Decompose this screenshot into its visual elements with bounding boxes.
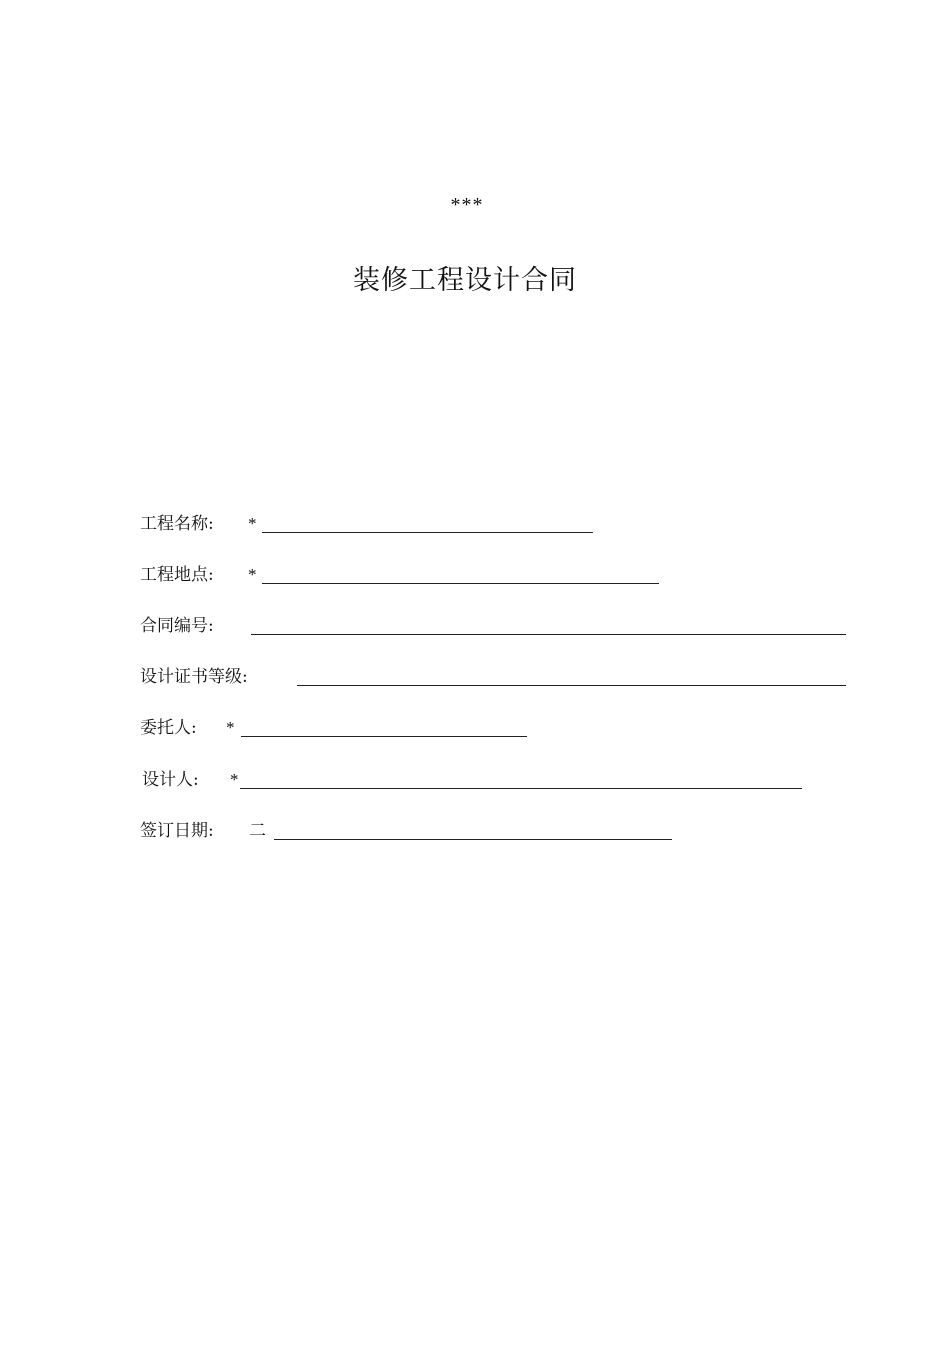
document-title: 装修工程设计合同 [353, 265, 577, 296]
project-name-line [262, 532, 593, 533]
project-location-line [262, 583, 659, 584]
project-name-mark: * [248, 514, 257, 533]
designer-mark: * [230, 770, 239, 789]
project-location-mark: * [248, 565, 257, 584]
project-name-label: 工程名称: [140, 514, 214, 534]
designer-label: 设计人: [142, 770, 199, 790]
designer-line [240, 788, 802, 789]
contract-number-line [251, 634, 846, 635]
header-stars: *** [450, 194, 484, 216]
project-location-label: 工程地点: [140, 565, 214, 585]
contract-number-label: 合同编号: [140, 616, 214, 636]
client-label: 委托人: [140, 718, 197, 738]
signing-date-line [274, 839, 672, 840]
client-mark: * [226, 718, 235, 737]
signing-date-mark: 二 [249, 821, 266, 840]
certificate-grade-line [297, 685, 846, 686]
client-line [241, 736, 527, 737]
certificate-grade-label: 设计证书等级: [140, 667, 248, 687]
signing-date-label: 签订日期: [140, 821, 214, 841]
